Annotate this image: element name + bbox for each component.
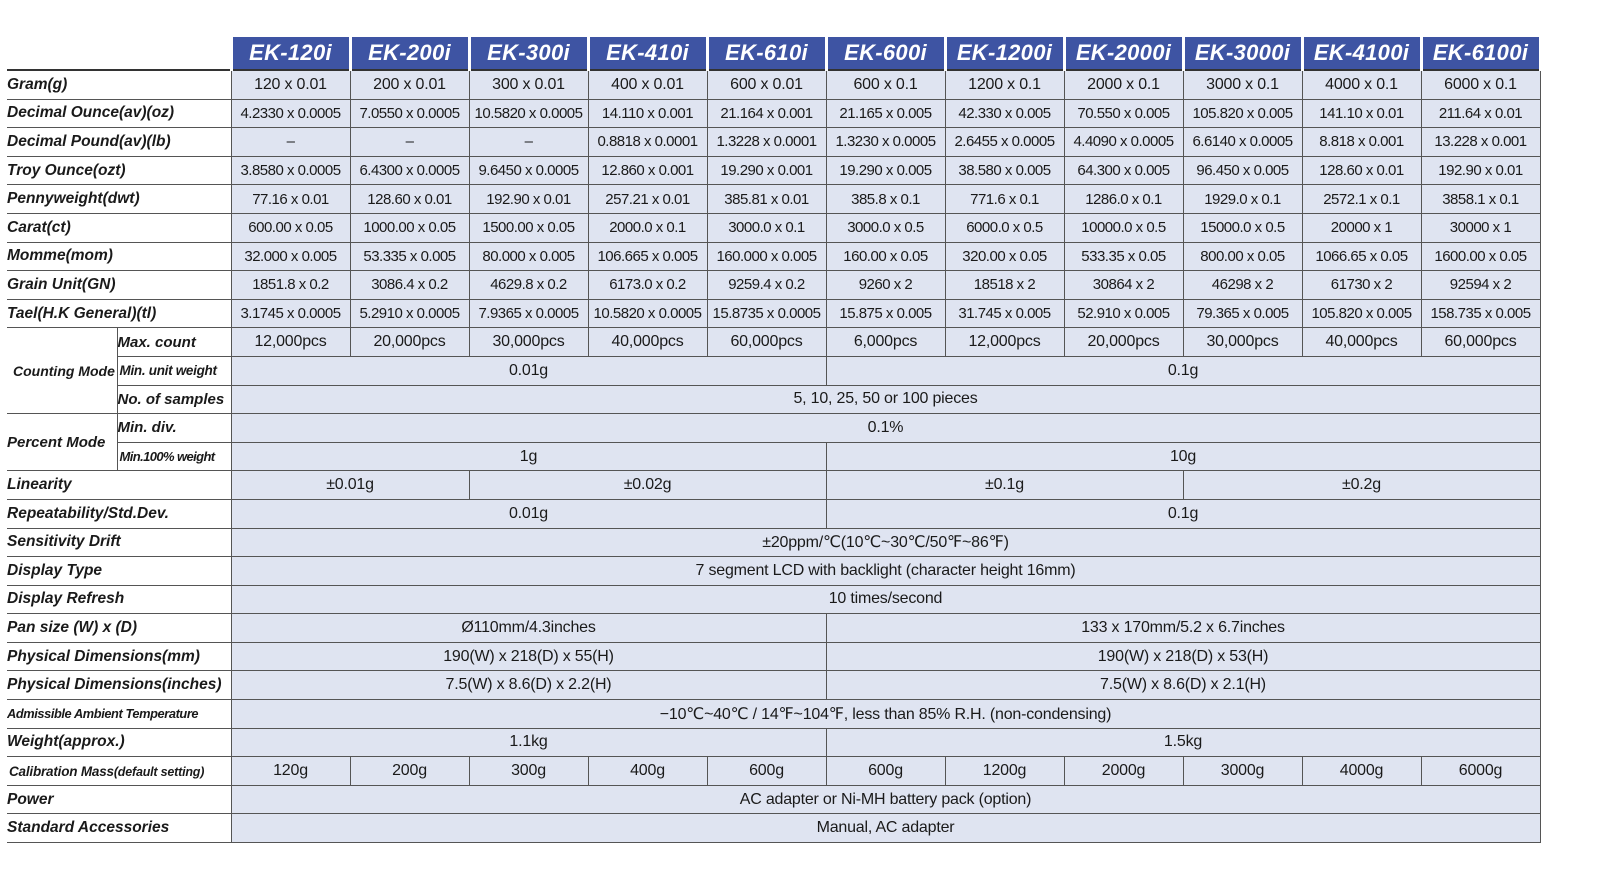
- cell-lb: 2.6455 x 0.0005: [945, 128, 1064, 157]
- cell-ct: 1000.00 x 0.05: [350, 213, 469, 242]
- cell-mom: 53.335 x 0.005: [350, 242, 469, 271]
- cell-power: AC adapter or Ni-MH battery pack (option): [231, 785, 1540, 814]
- row-label-display-type: Display Type: [7, 557, 231, 586]
- cell-phys-in: 7.5(W) x 8.6(D) x 2.2(H): [231, 671, 826, 700]
- model-header: EK-120i: [231, 37, 350, 70]
- cell-gn: 6173.0 x 0.2: [588, 271, 707, 300]
- row-no-samples: [7, 385, 1540, 414]
- cell-dwt: 128.60 x 0.01: [350, 185, 469, 214]
- cell-gram: 2000 x 0.1: [1064, 70, 1183, 99]
- cell-linearity: ±0.02g: [469, 471, 826, 500]
- cell-calibration: 120g: [231, 757, 350, 786]
- row-mom: [7, 242, 1540, 271]
- cell-oz: 21.164 x 0.001: [707, 99, 826, 128]
- cell-calibration: 300g: [469, 757, 588, 786]
- cell-ozt: 38.580 x 0.005: [945, 156, 1064, 185]
- cell-tl: 5.2910 x 0.0005: [350, 299, 469, 328]
- cell-ozt: 9.6450 x 0.0005: [469, 156, 588, 185]
- cell-max-count: 12,000pcs: [945, 328, 1064, 357]
- row-accessories: [7, 814, 1540, 843]
- cell-dwt: 385.8 x 0.1: [826, 185, 945, 214]
- cell-max-count: 60,000pcs: [1421, 328, 1540, 357]
- model-header: EK-200i: [350, 37, 469, 70]
- cell-ozt: 96.450 x 0.005: [1183, 156, 1302, 185]
- row-label-tl: Tael(H.K General)(tl): [7, 299, 231, 328]
- cell-ozt: 64.300 x 0.005: [1064, 156, 1183, 185]
- row-gram: [7, 70, 1540, 99]
- cell-mom: 80.000 x 0.005: [469, 242, 588, 271]
- cell-min-div: 0.1%: [231, 414, 1540, 443]
- cell-gn: 4629.8 x 0.2: [469, 271, 588, 300]
- cell-tl: 7.9365 x 0.0005: [469, 299, 588, 328]
- cell-oz: 211.64 x 0.01: [1421, 99, 1540, 128]
- cell-gram: 600 x 0.1: [826, 70, 945, 99]
- sub-label-max-count: Max. count: [117, 328, 231, 357]
- cell-max-count: 6,000pcs: [826, 328, 945, 357]
- cell-max-count: 30,000pcs: [469, 328, 588, 357]
- row-phys-in: [7, 671, 1540, 700]
- cell-min-unit-weight: 0.01g: [231, 356, 826, 385]
- cell-mom: 800.00 x 0.05: [1183, 242, 1302, 271]
- cell-gn: 1851.8 x 0.2: [231, 271, 350, 300]
- cell-tl: 15.875 x 0.005: [826, 299, 945, 328]
- row-label-weight: Weight(approx.): [7, 728, 231, 757]
- cell-lb: –: [469, 128, 588, 157]
- row-power: [7, 785, 1540, 814]
- cell-oz: 14.110 x 0.001: [588, 99, 707, 128]
- cell-ct: 600.00 x 0.05: [231, 213, 350, 242]
- cell-ct: 20000 x 1: [1302, 213, 1421, 242]
- cell-weight: 1.5kg: [826, 728, 1540, 757]
- cell-tl: 15.8735 x 0.0005: [707, 299, 826, 328]
- cell-lb: –: [231, 128, 350, 157]
- cell-mom: 320.00 x 0.05: [945, 242, 1064, 271]
- model-header: EK-6100i: [1421, 37, 1540, 70]
- row-oz: [7, 99, 1540, 128]
- cell-lb: –: [350, 128, 469, 157]
- cell-lb: 1.3228 x 0.0001: [707, 128, 826, 157]
- row-ambient: [7, 700, 1540, 729]
- calibration-label-suffix: (default setting): [113, 764, 205, 779]
- row-sensitivity: [7, 528, 1540, 557]
- cell-phys-in: 7.5(W) x 8.6(D) x 2.1(H): [826, 671, 1540, 700]
- cell-linearity: ±0.1g: [826, 471, 1183, 500]
- sub-label-min-100: Min.100% weight: [117, 442, 231, 471]
- cell-ct: 3000.0 x 0.1: [707, 213, 826, 242]
- cell-gn: 30864 x 2: [1064, 271, 1183, 300]
- row-tl: [7, 299, 1540, 328]
- cell-tl: 10.5820 x 0.0005: [588, 299, 707, 328]
- model-header: EK-600i: [826, 37, 945, 70]
- row-display-refresh: [7, 585, 1540, 614]
- row-min-div: [7, 414, 1540, 443]
- sub-label-min-div: Min. div.: [117, 414, 231, 443]
- row-phys-mm: [7, 642, 1540, 671]
- cell-repeatability: 0.01g: [231, 499, 826, 528]
- cell-ct: 30000 x 1: [1421, 213, 1540, 242]
- cell-ambient: −10℃~40℃ / 14℉~104℉, less than 85% R.H. (non-condensing): [231, 700, 1540, 729]
- cell-pan-size: Ø110mm/4.3inches: [231, 614, 826, 643]
- cell-ct: 2000.0 x 0.1: [588, 213, 707, 242]
- calibration-label-main: Calibration Mass: [9, 763, 114, 779]
- model-header-row: [7, 37, 1540, 70]
- row-repeatability: [7, 499, 1540, 528]
- cell-ozt: 6.4300 x 0.0005: [350, 156, 469, 185]
- row-linearity: [7, 471, 1540, 500]
- cell-pan-size: 133 x 170mm/5.2 x 6.7inches: [826, 614, 1540, 643]
- cell-gram: 1200 x 0.1: [945, 70, 1064, 99]
- row-label-dwt: Pennyweight(dwt): [7, 185, 231, 214]
- cell-max-count: 20,000pcs: [350, 328, 469, 357]
- cell-tl: 158.735 x 0.005: [1421, 299, 1540, 328]
- cell-calibration: 400g: [588, 757, 707, 786]
- cell-calibration: 3000g: [1183, 757, 1302, 786]
- sub-label-min-unit-weight: Min. unit weight: [117, 356, 231, 385]
- row-dwt: [7, 185, 1540, 214]
- cell-dwt: 192.90 x 0.01: [469, 185, 588, 214]
- row-label-power: Power: [7, 785, 231, 814]
- row-min-unit-weight: [7, 356, 1540, 385]
- row-label-ambient: Admissible Ambient Temperature: [7, 700, 231, 729]
- cell-sensitivity: ±20ppm/℃(10℃~30℃/50℉~86℉): [231, 528, 1540, 557]
- row-gn: [7, 271, 1540, 300]
- cell-display-refresh: 10 times/second: [231, 585, 1540, 614]
- cell-gram: 3000 x 0.1: [1183, 70, 1302, 99]
- cell-gram: 200 x 0.01: [350, 70, 469, 99]
- cell-max-count: 60,000pcs: [707, 328, 826, 357]
- cell-ct: 3000.0 x 0.5: [826, 213, 945, 242]
- cell-max-count: 40,000pcs: [1302, 328, 1421, 357]
- cell-calibration: 600g: [707, 757, 826, 786]
- cell-accessories: Manual, AC adapter: [231, 814, 1540, 843]
- cell-phys-mm: 190(W) x 218(D) x 55(H): [231, 642, 826, 671]
- cell-oz: 21.165 x 0.005: [826, 99, 945, 128]
- row-label-gram: Gram(g): [7, 70, 231, 99]
- cell-dwt: 771.6 x 0.1: [945, 185, 1064, 214]
- cell-tl: 105.820 x 0.005: [1302, 299, 1421, 328]
- cell-mom: 1600.00 x 0.05: [1421, 242, 1540, 271]
- group-label-counting-mode: Counting Mode: [7, 328, 117, 414]
- cell-ct: 1500.00 x 0.05: [469, 213, 588, 242]
- cell-dwt: 77.16 x 0.01: [231, 185, 350, 214]
- row-label-calibration: [7, 757, 231, 786]
- row-label-ct: Carat(ct): [7, 213, 231, 242]
- model-header: EK-410i: [588, 37, 707, 70]
- cell-gn: 46298 x 2: [1183, 271, 1302, 300]
- row-calibration: [7, 757, 1540, 786]
- cell-ct: 10000.0 x 0.5: [1064, 213, 1183, 242]
- cell-gram: 6000 x 0.1: [1421, 70, 1540, 99]
- cell-lb: 4.4090 x 0.0005: [1064, 128, 1183, 157]
- row-min-100: [7, 442, 1540, 471]
- cell-calibration: 600g: [826, 757, 945, 786]
- cell-gn: 9259.4 x 0.2: [707, 271, 826, 300]
- row-label-ozt: Troy Ounce(ozt): [7, 156, 231, 185]
- row-ct: [7, 213, 1540, 242]
- cell-gram: 4000 x 0.1: [1302, 70, 1421, 99]
- cell-gn: 9260 x 2: [826, 271, 945, 300]
- cell-mom: 1066.65 x 0.05: [1302, 242, 1421, 271]
- model-header: EK-1200i: [945, 37, 1064, 70]
- cell-min-100: 1g: [231, 442, 826, 471]
- row-ozt: [7, 156, 1540, 185]
- cell-calibration: 2000g: [1064, 757, 1183, 786]
- cell-ozt: 128.60 x 0.01: [1302, 156, 1421, 185]
- cell-ct: 6000.0 x 0.5: [945, 213, 1064, 242]
- cell-max-count: 12,000pcs: [231, 328, 350, 357]
- cell-tl: 3.1745 x 0.0005: [231, 299, 350, 328]
- cell-weight: 1.1kg: [231, 728, 826, 757]
- cell-gn: 18518 x 2: [945, 271, 1064, 300]
- cell-mom: 106.665 x 0.005: [588, 242, 707, 271]
- cell-min-unit-weight: 0.1g: [826, 356, 1540, 385]
- cell-calibration: 6000g: [1421, 757, 1540, 786]
- cell-dwt: 257.21 x 0.01: [588, 185, 707, 214]
- cell-linearity: ±0.01g: [231, 471, 469, 500]
- cell-gram: 400 x 0.01: [588, 70, 707, 99]
- row-label-repeatability: Repeatability/Std.Dev.: [7, 499, 231, 528]
- model-header: EK-3000i: [1183, 37, 1302, 70]
- cell-lb: 8.818 x 0.001: [1302, 128, 1421, 157]
- cell-tl: 79.365 x 0.005: [1183, 299, 1302, 328]
- cell-lb: 13.228 x 0.001: [1421, 128, 1540, 157]
- group-label-percent-mode: Percent Mode: [7, 414, 117, 471]
- cell-display-type: 7 segment LCD with backlight (character height 16mm): [231, 557, 1540, 586]
- cell-min-100: 10g: [826, 442, 1540, 471]
- row-label-mom: Momme(mom): [7, 242, 231, 271]
- cell-ozt: 12.860 x 0.001: [588, 156, 707, 185]
- cell-calibration: 4000g: [1302, 757, 1421, 786]
- row-label-pan-size: Pan size (W) x (D): [7, 614, 231, 643]
- cell-max-count: 30,000pcs: [1183, 328, 1302, 357]
- row-label-display-refresh: Display Refresh: [7, 585, 231, 614]
- model-header: EK-2000i: [1064, 37, 1183, 70]
- row-weight: [7, 728, 1540, 757]
- cell-no-samples: 5, 10, 25, 50 or 100 pieces: [231, 385, 1540, 414]
- cell-ozt: 19.290 x 0.005: [826, 156, 945, 185]
- cell-lb: 0.8818 x 0.0001: [588, 128, 707, 157]
- row-label-linearity: Linearity: [7, 471, 231, 500]
- cell-gn: 92594 x 2: [1421, 271, 1540, 300]
- cell-mom: 533.35 x 0.05: [1064, 242, 1183, 271]
- header-blank: [7, 37, 231, 70]
- cell-oz: 141.10 x 0.01: [1302, 99, 1421, 128]
- cell-ozt: 192.90 x 0.01: [1421, 156, 1540, 185]
- cell-oz: 70.550 x 0.005: [1064, 99, 1183, 128]
- cell-oz: 7.0550 x 0.0005: [350, 99, 469, 128]
- cell-lb: 1.3230 x 0.0005: [826, 128, 945, 157]
- row-label-sensitivity: Sensitivity Drift: [7, 528, 231, 557]
- row-pan-size: [7, 614, 1540, 643]
- cell-tl: 52.910 x 0.005: [1064, 299, 1183, 328]
- spec-table: [7, 37, 1542, 843]
- model-header: EK-4100i: [1302, 37, 1421, 70]
- cell-max-count: 40,000pcs: [588, 328, 707, 357]
- row-label-gn: Grain Unit(GN): [7, 271, 231, 300]
- cell-linearity: ±0.2g: [1183, 471, 1540, 500]
- cell-dwt: 1286.0 x 0.1: [1064, 185, 1183, 214]
- cell-max-count: 20,000pcs: [1064, 328, 1183, 357]
- cell-mom: 160.000 x 0.005: [707, 242, 826, 271]
- cell-calibration: 1200g: [945, 757, 1064, 786]
- cell-gram: 600 x 0.01: [707, 70, 826, 99]
- model-header: EK-610i: [707, 37, 826, 70]
- cell-oz: 4.2330 x 0.0005: [231, 99, 350, 128]
- cell-oz: 10.5820 x 0.0005: [469, 99, 588, 128]
- cell-mom: 160.00 x 0.05: [826, 242, 945, 271]
- cell-ozt: 19.290 x 0.001: [707, 156, 826, 185]
- row-label-phys-mm: Physical Dimensions(mm): [7, 642, 231, 671]
- row-lb: [7, 128, 1540, 157]
- cell-ct: 15000.0 x 0.5: [1183, 213, 1302, 242]
- cell-oz: 42.330 x 0.005: [945, 99, 1064, 128]
- cell-calibration: 200g: [350, 757, 469, 786]
- row-display-type: [7, 557, 1540, 586]
- row-label-lb: Decimal Pound(av)(lb): [7, 128, 231, 157]
- cell-phys-mm: 190(W) x 218(D) x 53(H): [826, 642, 1540, 671]
- cell-ozt: 3.8580 x 0.0005: [231, 156, 350, 185]
- cell-dwt: 1929.0 x 0.1: [1183, 185, 1302, 214]
- cell-mom: 32.000 x 0.005: [231, 242, 350, 271]
- cell-gn: 3086.4 x 0.2: [350, 271, 469, 300]
- cell-lb: 6.6140 x 0.0005: [1183, 128, 1302, 157]
- cell-dwt: 385.81 x 0.01: [707, 185, 826, 214]
- cell-repeatability: 0.1g: [826, 499, 1540, 528]
- sub-label-no-samples: No. of samples: [117, 385, 231, 414]
- row-label-phys-in: Physical Dimensions(inches): [7, 671, 231, 700]
- row-max-count: [7, 328, 1540, 357]
- model-header: EK-300i: [469, 37, 588, 70]
- cell-dwt: 2572.1 x 0.1: [1302, 185, 1421, 214]
- cell-dwt: 3858.1 x 0.1: [1421, 185, 1540, 214]
- cell-tl: 31.745 x 0.005: [945, 299, 1064, 328]
- cell-oz: 105.820 x 0.005: [1183, 99, 1302, 128]
- cell-gn: 61730 x 2: [1302, 271, 1421, 300]
- cell-gram: 120 x 0.01: [231, 70, 350, 99]
- cell-gram: 300 x 0.01: [469, 70, 588, 99]
- row-label-accessories: Standard Accessories: [7, 814, 231, 843]
- row-label-oz: Decimal Ounce(av)(oz): [7, 99, 231, 128]
